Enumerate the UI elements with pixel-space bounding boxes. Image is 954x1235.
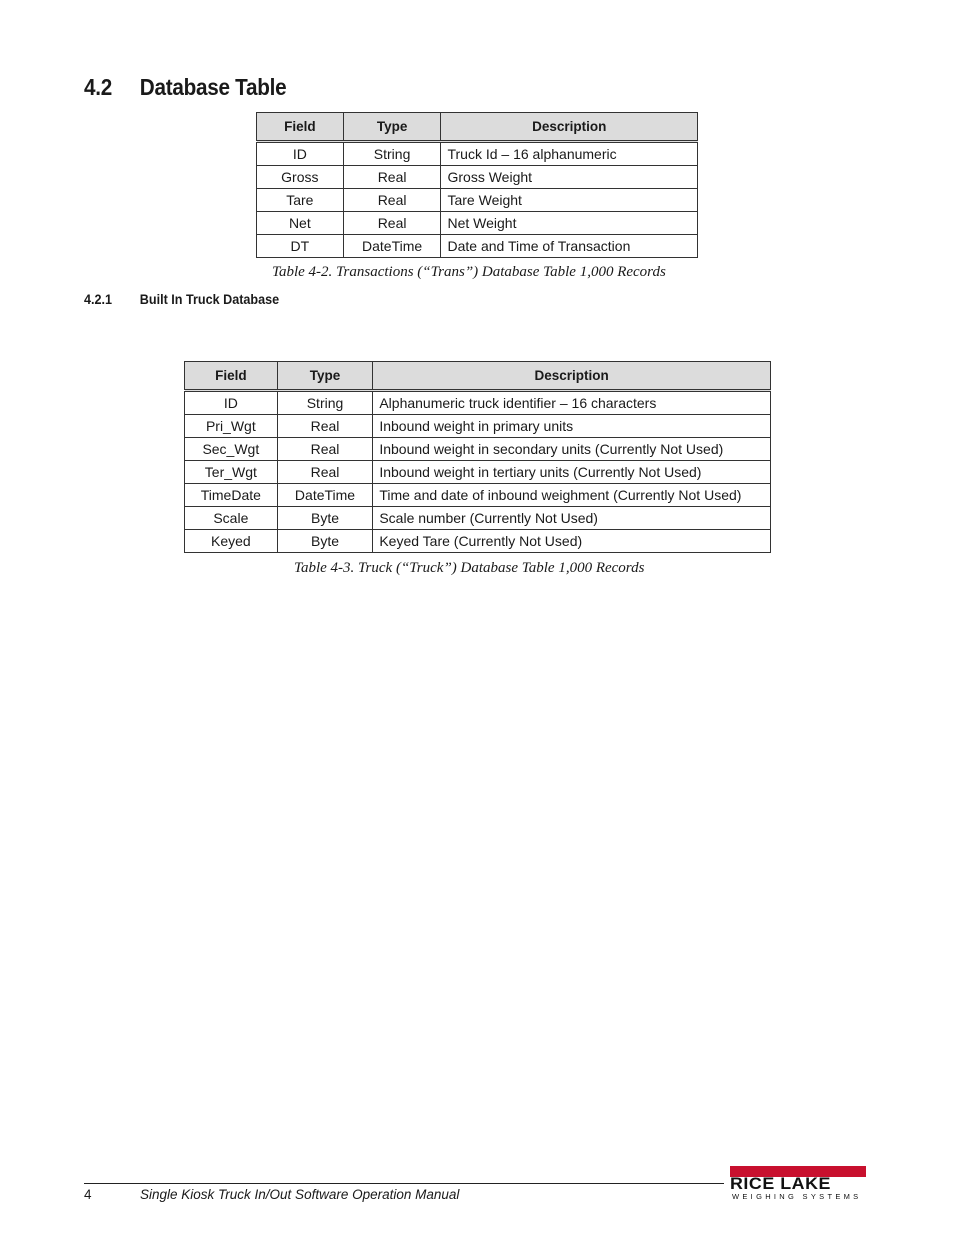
table-row <box>257 142 698 166</box>
type-cell: DateTime <box>343 235 441 258</box>
subsection-number: 4.2.1 <box>84 291 113 307</box>
footer-divider <box>84 1183 724 1184</box>
field-cell: Net <box>257 212 344 235</box>
column-header-field: Field <box>185 362 278 391</box>
type-cell: Byte <box>277 507 373 530</box>
type-cell: String <box>277 391 373 415</box>
table-row <box>257 189 698 212</box>
table-row <box>185 438 771 461</box>
description-cell: Net Weight <box>441 212 698 235</box>
rice-lake-logo <box>730 1166 868 1202</box>
truck-table <box>184 361 771 553</box>
type-cell: Real <box>343 212 441 235</box>
description-cell: Inbound weight in tertiary units (Currently Not Used) <box>373 461 771 484</box>
transactions-table-caption: Table 4-2. Transactions (“Trans”) Database Table 1,000 Records <box>272 264 666 280</box>
field-cell: DT <box>257 235 344 258</box>
type-cell: Real <box>277 438 373 461</box>
column-header-type: Type <box>277 362 373 391</box>
field-cell: Keyed <box>185 530 278 553</box>
section-heading <box>84 74 286 101</box>
column-header-field: Field <box>257 113 344 142</box>
type-cell: Real <box>277 415 373 438</box>
table-row <box>185 415 771 438</box>
transactions-table <box>256 112 698 258</box>
section-number: 4.2 <box>84 74 112 100</box>
type-cell: Byte <box>277 530 373 553</box>
field-cell: Scale <box>185 507 278 530</box>
field-cell: TimeDate <box>185 484 278 507</box>
truck-table-caption: Table 4-3. Truck (“Truck”) Database Table 1,000 Records <box>294 560 645 576</box>
page-number: 4 <box>84 1187 92 1202</box>
manual-title: Single Kiosk Truck In/Out Software Operation Manual <box>140 1187 460 1202</box>
description-cell: Truck Id – 16 alphanumeric <box>441 142 698 166</box>
description-cell: Inbound weight in secondary units (Currently Not Used) <box>373 438 771 461</box>
column-header-type: Type <box>343 113 441 142</box>
table-header-row <box>185 362 771 391</box>
type-cell: Real <box>343 189 441 212</box>
description-cell: Gross Weight <box>441 166 698 189</box>
subsection-heading <box>84 291 279 307</box>
logo-text: RICE LAKE <box>730 1174 831 1193</box>
field-cell: Gross <box>257 166 344 189</box>
field-cell: ID <box>185 391 278 415</box>
type-cell: Real <box>277 461 373 484</box>
table-row <box>185 461 771 484</box>
column-header-description: Description <box>441 113 698 142</box>
field-cell: Sec_Wgt <box>185 438 278 461</box>
type-cell: String <box>343 142 441 166</box>
type-cell: DateTime <box>277 484 373 507</box>
description-cell: Tare Weight <box>441 189 698 212</box>
table-header-row <box>257 113 698 142</box>
logo-subtext: WEIGHING SYSTEMS <box>732 1192 862 1201</box>
table-row <box>185 391 771 415</box>
description-cell: Keyed Tare (Currently Not Used) <box>373 530 771 553</box>
table-row <box>257 235 698 258</box>
column-header-description: Description <box>373 362 771 391</box>
field-cell: Tare <box>257 189 344 212</box>
table-row <box>185 484 771 507</box>
field-cell: Pri_Wgt <box>185 415 278 438</box>
type-cell: Real <box>343 166 441 189</box>
description-cell: Time and date of inbound weighment (Currently Not Used) <box>373 484 771 507</box>
field-cell: Ter_Wgt <box>185 461 278 484</box>
table-row <box>257 166 698 189</box>
field-cell: ID <box>257 142 344 166</box>
description-cell: Alphanumeric truck identifier – 16 characters <box>373 391 771 415</box>
table-row <box>185 530 771 553</box>
subsection-title: Built In Truck Database <box>139 291 280 307</box>
section-title: Database Table <box>139 74 287 100</box>
table-row <box>185 507 771 530</box>
description-cell: Date and Time of Transaction <box>441 235 698 258</box>
description-cell: Scale number (Currently Not Used) <box>373 507 771 530</box>
table-row <box>257 212 698 235</box>
description-cell: Inbound weight in primary units <box>373 415 771 438</box>
